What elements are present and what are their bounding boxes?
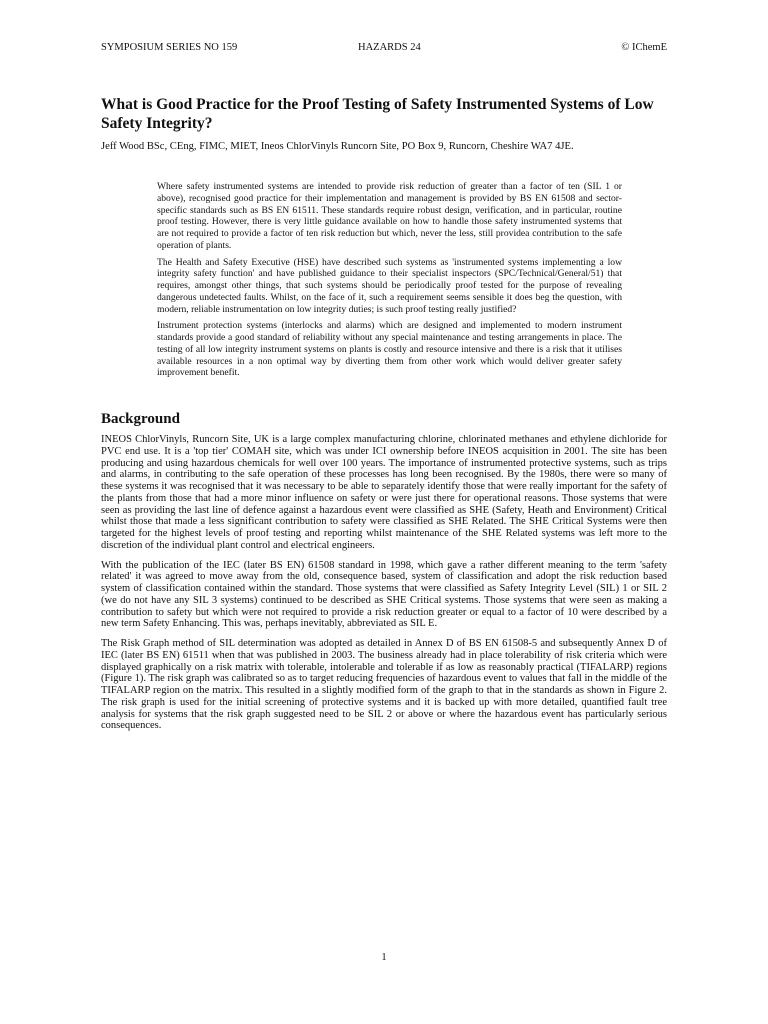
abstract-paragraph: Instrument protection systems (interlocks and alarms) which are designed and implemented to modern instrument standards provide a good standard of reliability without any special maintenance and testing arrangements in place. The testing of all low integrity instrument systems on plants is costly and resource intensive and there is a risk that it utilises available resources in a non optimal way by diverting them from other work which would deliver greater safety improvement benefit. xyxy=(157,320,622,379)
series-name: SYMPOSIUM SERIES NO 159 xyxy=(101,42,238,53)
abstract xyxy=(157,181,622,384)
body-paragraph: With the publication of the IEC (later BS EN) 61508 standard in 1998, which gave a rather different meaning to the term 'safety related' it was agreed to move away from the old, consequence based, system of classification and adopt the risk reduction based system of classification contained within the standard. Those systems that were classified as Safety Integrity Level (SIL) 1 or SIL 2 (we do not have any SIL 3 systems) continued to be described as SHE Critical systems. Those systems that were seen as making a contribution to safety but which were not required to provide a risk reduction greater or equal to a factor of 10 were described by a new term Safety Enhancing. This was, perhaps inevitably, abbreviated as SIL E. xyxy=(101,559,667,630)
paper-title: What is Good Practice for the Proof Testing of Safety Instrumented Systems of Low Safety Integrity? xyxy=(101,96,654,132)
body-paragraph: The Risk Graph method of SIL determination was adopted as detailed in Annex D of BS EN 61508-5 and subsequently Annex D of IEC (later BS EN) 61511 when that was published in 2003. The business already had in place tolerability of risk criteria which were displayed graphically on a risk matrix with tolerable, intolerable and tolerable if as low as reasonably practical (TIFALARP) regions (Figure 1). The risk graph was calibrated so as to target reducing frequencies of hazardous event to values that fall in the middle of the TIFALARP region on the matrix. This resulted in a slightly modified form of the graph to that in the standards as shown in Figure 2. The risk graph is used for the initial screening of protective systems and it is backed up with more detailed, quantified fault tree analysis for systems that the risk graph suggested need to be SIL 2 or above or where the hazardous event has particularly serious consequences. xyxy=(101,638,667,732)
abstract-paragraph: Where safety instrumented systems are intended to provide risk reduction of greater than a factor of ten (SIL 1 or above), recognised good practice for their implementation and management is provided by BS EN 61508 and sector-specific standards such as BS EN 61511. These standards require robust design, verification, and in particular, routine proof testing. However, there is very little guidance available on how to handle those safety instrumented systems that are not required to provide a factor of ten risk reduction but which, never the less, still providea contribution to the safe operation of plants. xyxy=(157,181,622,251)
running-header xyxy=(101,41,667,55)
abstract-paragraph: The Health and Safety Executive (HSE) have described such systems as 'instrumented systems implementing a low integrity safety function' and have published guidance to their specialist inspectors (SPC/Technical/General/51) that requires, amongst other things, that such systems should be periodically proof tested for the purpose of revealing dangerous undetected faults. Whilst, on the face of it, such a requirement seems sensible it does beg the question, with modern, reliable instrumentation on low integrity duties; is such proof testing really justified? xyxy=(157,256,622,315)
body-paragraph: INEOS ChlorVinyls, Runcorn Site, UK is a large complex manufacturing chlorine, chlorinated methanes and ethylene dichloride for PVC end use. It is a 'top tier' COMAH site, which was under ICI ownership before INEOS acquisition in 2001. The site has been producing and using hazardous chemicals for well over 100 years. The importance of instrumented protective systems, such as trips and alarms, in contributing to the safe operation of these processes has long been recognised. By the 1980s, there were so many of these systems it was recognised that it was necessary to be able to separately identify those that were really important for the safety of the plants from those that had a more minor influence on safety or were just there for operational reasons. Those systems that were seen as providing the last line of defence against a hazardous event were classified as SHE (Safety, Heath and Environment) Critical whilst those that made a less significant contribution to safety were classified as SHE Related. The SHE Critical Systems were then targeted for the highest levels of proof testing and reporting whilst maintenance of the SHE Related systems was left more to the discretion of the individual plant control and electrical engineers. xyxy=(101,434,667,551)
section-heading: Background xyxy=(101,411,180,427)
copyright-notice: © IChemE xyxy=(621,42,667,53)
section-body xyxy=(101,434,667,740)
author-affiliation: Jeff Wood BSc, CEng, FIMC, MIET, Ineos ChlorVinyls Runcorn Site, PO Box 9, Runcorn, Cheshire WA7 4JE. xyxy=(101,141,574,152)
page-number: 1 xyxy=(381,952,387,963)
conference-name: HAZARDS 24 xyxy=(358,42,421,53)
